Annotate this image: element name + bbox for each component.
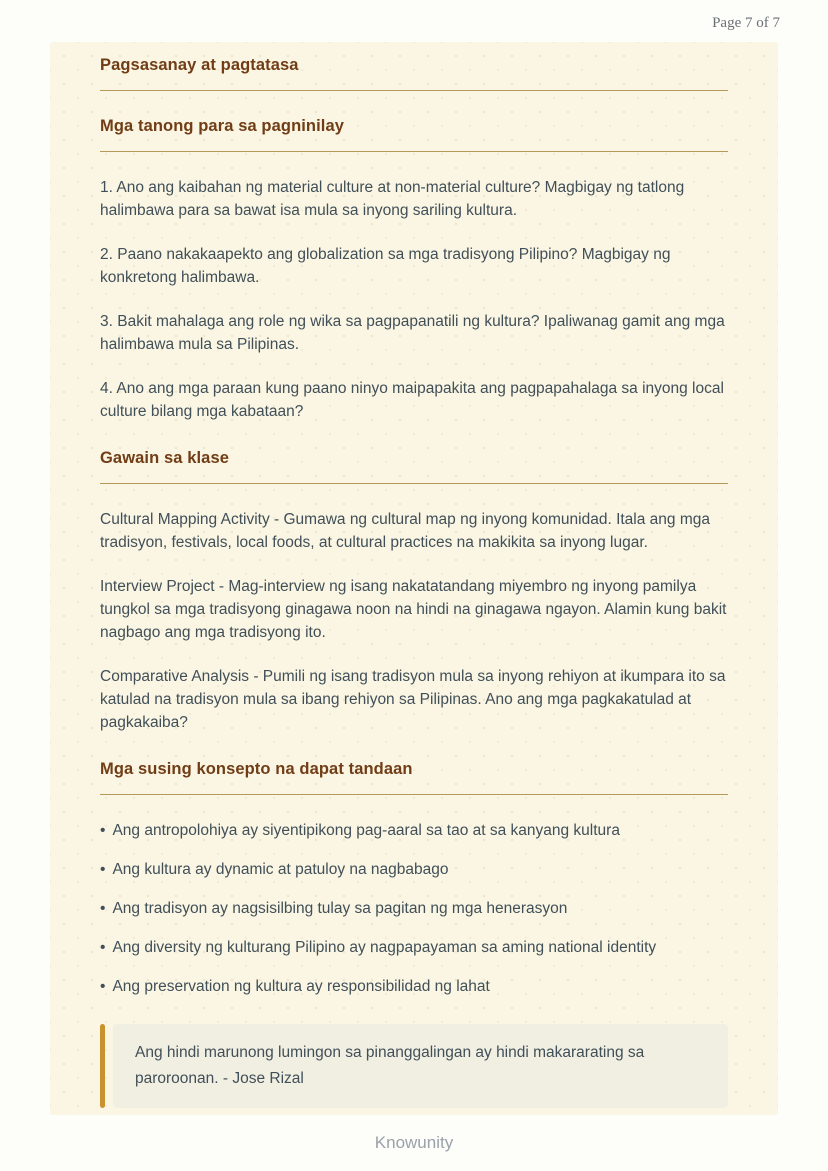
document-page-card: [50, 42, 778, 1115]
concept-list-item: [100, 819, 728, 842]
activity-item: Interview Project - Mag-interview ng isang nakatatandang miyembro ng inyong pamilya tungkol sa mga tradisyong ginagawa noon na hindi na ginagawa ngayon. Alamin kung bakit nagbago ang mga tradisyong ito.: [100, 578, 727, 641]
bullet-marker: •: [100, 822, 106, 839]
concept-list-item: [100, 975, 728, 998]
concept-text: Ang kultura ay dynamic at patuloy na nagbabago: [112, 861, 449, 878]
section-heading-mga-susing-konsepto: Mga susing konsepto na dapat tandaan: [100, 760, 728, 795]
question-item: 3. Bakit mahalaga ang role ng wika sa pagpapanatili ng kultura? Ipaliwanag gamit ang mga halimbawa mula sa Pilipinas.: [100, 313, 725, 353]
section-heading-gawain-sa-klase: Gawain sa klase: [100, 449, 728, 484]
concept-text: Ang antropolohiya ay siyentipikong pag-aaral sa tao at sa kanyang kultura: [112, 822, 620, 839]
activity-item: Cultural Mapping Activity - Gumawa ng cultural map ng inyong komunidad. Itala ang mga tradisyon, festivals, local foods, at cultural practices na makikita sa inyong lugar.: [100, 511, 710, 551]
bullet-marker: •: [100, 939, 106, 956]
page-indicator: Page 7 of 7: [712, 15, 780, 31]
bullet-marker: •: [100, 861, 106, 878]
bullet-marker: •: [100, 978, 106, 995]
concept-list-item: [100, 858, 728, 881]
quote-text: Ang hindi marunong lumingon sa pinanggalingan ay hindi makararating sa paroroonan. - Jose Rizal: [113, 1024, 728, 1108]
question-item: 2. Paano nakakaapekto ang globalization sa mga tradisyong Pilipino? Magbigay ng konkretong halimbawa.: [100, 246, 671, 286]
concept-list-item: [100, 897, 728, 920]
concept-text: Ang preservation ng kultura ay responsibilidad ng lahat: [112, 978, 490, 995]
question-item: 4. Ano ang mga paraan kung paano ninyo maipapakita ang pagpapahalaga sa inyong local culture bilang mga kabataan?: [100, 380, 724, 420]
concept-text: Ang tradisyon ay nagsisilbing tulay sa pagitan ng mga henerasyon: [112, 900, 568, 917]
quote-accent-bar: [100, 1024, 105, 1108]
concept-list-item: [100, 936, 728, 959]
section-heading-mga-tanong: Mga tanong para sa pagninilay: [100, 117, 728, 152]
concept-text: Ang diversity ng kulturang Pilipino ay nagpapayaman sa aming national identity: [112, 939, 657, 956]
footer-brand: Knowunity: [374, 1133, 454, 1152]
section-heading-pagsasanay: Pagsasanay at pagtatasa: [100, 56, 728, 91]
quote-block: [100, 1024, 728, 1108]
bullet-marker: •: [100, 900, 106, 917]
question-item: 1. Ano ang kaibahan ng material culture at non-material culture? Magbigay ng tatlong halimbawa para sa bawat isa mula sa inyong sariling kultura.: [100, 179, 685, 219]
activity-item: Comparative Analysis - Pumili ng isang tradisyon mula sa inyong rehiyon at ikumpara ito sa katulad na tradisyon mula sa ibang rehiyon sa Pilipinas. Ano ang mga pagkakatulad at pagkakaiba?: [100, 668, 726, 731]
